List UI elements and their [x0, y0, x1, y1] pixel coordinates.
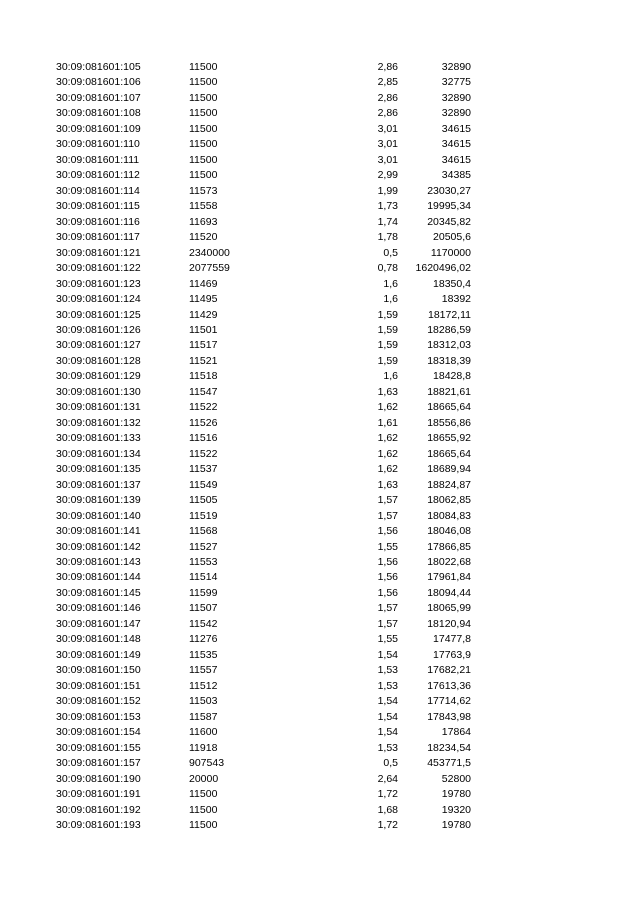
- cadastral-number-cell: 30:09:081601:140: [56, 509, 141, 522]
- area-cell: 20000: [189, 772, 219, 785]
- area-cell: 11500: [189, 107, 218, 120]
- area-cell: 11526: [189, 416, 218, 429]
- rate-cell: 1,63: [377, 478, 398, 491]
- value-cell: 19780: [441, 788, 471, 801]
- table-row: [0, 787, 640, 802]
- area-cell: 11535: [189, 648, 218, 661]
- cadastral-number-cell: 30:09:081601:190: [56, 772, 141, 785]
- table-row: [0, 462, 640, 477]
- cadastral-number-cell: 30:09:081601:152: [56, 695, 141, 708]
- area-cell: 11469: [189, 277, 218, 290]
- table-row: [0, 215, 640, 230]
- table-row: [0, 663, 640, 678]
- area-cell: 11600: [189, 726, 218, 739]
- value-cell: 18172,11: [427, 308, 471, 321]
- value-cell: 32775: [441, 76, 471, 89]
- area-cell: 11500: [189, 169, 218, 182]
- rate-cell: 1,72: [377, 818, 398, 831]
- cadastral-number-cell: 30:09:081601:144: [56, 571, 141, 584]
- area-cell: 11507: [189, 602, 218, 615]
- table-row: [0, 153, 640, 168]
- area-cell: 11500: [189, 788, 218, 801]
- rate-cell: 2,86: [377, 91, 398, 104]
- rate-cell: 1,54: [377, 710, 398, 723]
- cadastral-number-cell: 30:09:081601:134: [56, 447, 141, 460]
- cadastral-number-cell: 30:09:081601:121: [56, 246, 141, 259]
- cadastral-number-cell: 30:09:081601:127: [56, 339, 141, 352]
- area-cell: 11500: [189, 76, 218, 89]
- rate-cell: 0,5: [383, 246, 398, 259]
- cadastral-number-cell: 30:09:081601:110: [56, 138, 140, 151]
- table-row: [0, 246, 640, 261]
- rate-cell: 1,53: [377, 679, 398, 692]
- value-cell: 17682,21: [427, 664, 471, 677]
- value-cell: 18392: [441, 293, 471, 306]
- value-cell: 18065,99: [427, 602, 471, 615]
- table-row: [0, 725, 640, 740]
- rate-cell: 1,78: [377, 231, 398, 244]
- table-row: [0, 524, 640, 539]
- cadastral-number-cell: 30:09:081601:133: [56, 432, 141, 445]
- area-cell: 11514: [189, 571, 218, 584]
- rate-cell: 1,56: [377, 586, 398, 599]
- table-row: [0, 648, 640, 663]
- cadastral-number-cell: 30:09:081601:142: [56, 540, 141, 553]
- rate-cell: 1,62: [377, 447, 398, 460]
- area-cell: 11512: [189, 679, 218, 692]
- value-cell: 18120,94: [427, 617, 471, 630]
- rate-cell: 1,6: [383, 277, 398, 290]
- rate-cell: 1,55: [377, 633, 398, 646]
- table-row: [0, 137, 640, 152]
- table-row: [0, 230, 640, 245]
- area-cell: 11500: [189, 803, 218, 816]
- data-table: [0, 60, 640, 833]
- table-row: [0, 199, 640, 214]
- value-cell: 34615: [441, 138, 471, 151]
- area-cell: 11521: [189, 354, 218, 367]
- area-cell: 11693: [189, 215, 218, 228]
- cadastral-number-cell: 30:09:081601:145: [56, 586, 141, 599]
- area-cell: 11519: [189, 509, 218, 522]
- rate-cell: 1,59: [377, 354, 398, 367]
- table-row: [0, 122, 640, 137]
- rate-cell: 2,86: [377, 61, 398, 73]
- rate-cell: 1,56: [377, 571, 398, 584]
- rate-cell: 3,01: [377, 138, 398, 151]
- rate-cell: 1,73: [377, 200, 398, 213]
- area-cell: 11500: [189, 153, 218, 166]
- cadastral-number-cell: 30:09:081601:154: [56, 726, 141, 739]
- cadastral-number-cell: 30:09:081601:141: [56, 525, 141, 538]
- table-row: [0, 168, 640, 183]
- value-cell: 1170000: [430, 246, 471, 259]
- table-row: [0, 818, 640, 833]
- table-row: [0, 323, 640, 338]
- cadastral-number-cell: 30:09:081601:109: [56, 122, 141, 135]
- table-row: [0, 570, 640, 585]
- value-cell: 19995,34: [427, 200, 471, 213]
- cadastral-number-cell: 30:09:081601:130: [56, 385, 141, 398]
- area-cell: 11276: [189, 633, 218, 646]
- cadastral-number-cell: 30:09:081601:193: [56, 818, 141, 831]
- rate-cell: 1,57: [377, 617, 398, 630]
- cadastral-number-cell: 30:09:081601:117: [56, 231, 140, 244]
- rate-cell: 1,59: [377, 323, 398, 336]
- rate-cell: 1,62: [377, 401, 398, 414]
- cadastral-number-cell: 30:09:081601:151: [56, 679, 141, 692]
- table-row: [0, 710, 640, 725]
- cadastral-number-cell: 30:09:081601:108: [56, 107, 141, 120]
- area-cell: 11558: [189, 200, 218, 213]
- value-cell: 18046,08: [427, 525, 471, 538]
- value-cell: 1620496,02: [415, 262, 471, 275]
- table-row: [0, 385, 640, 400]
- cadastral-number-cell: 30:09:081601:123: [56, 277, 141, 290]
- rate-cell: 1,56: [377, 556, 398, 568]
- table-row: [0, 184, 640, 199]
- cadastral-number-cell: 30:09:081601:132: [56, 416, 141, 429]
- area-cell: 2077559: [189, 262, 230, 275]
- value-cell: 17613,36: [427, 679, 471, 692]
- cadastral-number-cell: 30:09:081601:115: [56, 200, 140, 213]
- rate-cell: 1,53: [377, 741, 398, 754]
- cadastral-number-cell: 30:09:081601:131: [56, 401, 141, 414]
- table-row: [0, 338, 640, 353]
- area-cell: 11587: [189, 710, 218, 723]
- rate-cell: 3,01: [377, 153, 398, 166]
- cadastral-number-cell: 30:09:081601:124: [56, 293, 141, 306]
- cadastral-number-cell: 30:09:081601:111: [56, 153, 140, 166]
- rate-cell: 0,5: [383, 757, 398, 770]
- area-cell: 11518: [189, 370, 218, 383]
- value-cell: 17866,85: [427, 540, 471, 553]
- cadastral-number-cell: 30:09:081601:125: [56, 308, 141, 321]
- cadastral-number-cell: 30:09:081601:137: [56, 478, 141, 491]
- area-cell: 11500: [189, 61, 218, 73]
- rate-cell: 1,57: [377, 494, 398, 507]
- table-row: [0, 91, 640, 106]
- area-cell: 907543: [189, 757, 225, 770]
- area-cell: 11573: [189, 184, 218, 197]
- table-row: [0, 416, 640, 431]
- table-row: [0, 632, 640, 647]
- table-row: [0, 292, 640, 307]
- value-cell: 18556,86: [427, 416, 471, 429]
- rate-cell: 1,62: [377, 463, 398, 476]
- cadastral-number-cell: 30:09:081601:148: [56, 633, 141, 646]
- rate-cell: 1,54: [377, 648, 398, 661]
- table-row: [0, 75, 640, 90]
- table-row: [0, 277, 640, 292]
- table-row: [0, 772, 640, 787]
- value-cell: 34615: [441, 153, 471, 166]
- rate-cell: 1,57: [377, 509, 398, 522]
- area-cell: 11500: [189, 818, 218, 831]
- rate-cell: 2,99: [377, 169, 398, 182]
- rate-cell: 1,99: [377, 184, 398, 197]
- rate-cell: 1,53: [377, 664, 398, 677]
- area-cell: 11599: [189, 586, 218, 599]
- value-cell: 17763,9: [433, 648, 471, 661]
- table-row: [0, 803, 640, 818]
- value-cell: 18286,59: [427, 323, 471, 336]
- cadastral-number-cell: 30:09:081601:191: [56, 788, 141, 801]
- area-cell: 11918: [189, 741, 218, 754]
- rate-cell: 1,59: [377, 339, 398, 352]
- area-cell: 11500: [189, 122, 218, 135]
- value-cell: 17961,84: [427, 571, 471, 584]
- table-row: [0, 679, 640, 694]
- rate-cell: 1,74: [377, 215, 398, 228]
- table-row: [0, 431, 640, 446]
- value-cell: 18350,4: [433, 277, 471, 290]
- value-cell: 17843,98: [427, 710, 471, 723]
- value-cell: 18094,44: [427, 586, 471, 599]
- value-cell: 18312,03: [427, 339, 471, 352]
- table-row: [0, 369, 640, 384]
- table-row: [0, 478, 640, 493]
- table-row: [0, 617, 640, 632]
- value-cell: 18821,61: [427, 385, 471, 398]
- value-cell: 18318,39: [427, 354, 471, 367]
- area-cell: 11542: [189, 617, 218, 630]
- value-cell: 18824,87: [427, 478, 471, 491]
- rate-cell: 1,54: [377, 695, 398, 708]
- area-cell: 11495: [189, 293, 218, 306]
- value-cell: 20345,82: [427, 215, 471, 228]
- rate-cell: 0,78: [377, 262, 398, 275]
- rate-cell: 1,6: [383, 370, 398, 383]
- value-cell: 18665,64: [427, 447, 471, 460]
- rate-cell: 1,6: [383, 293, 398, 306]
- area-cell: 11520: [189, 231, 218, 244]
- table-row: [0, 60, 640, 75]
- cadastral-number-cell: 30:09:081601:122: [56, 262, 141, 275]
- value-cell: 23030,27: [427, 184, 471, 197]
- area-cell: 11500: [189, 91, 218, 104]
- rate-cell: 1,55: [377, 540, 398, 553]
- table-row: [0, 509, 640, 524]
- table-row: [0, 493, 640, 508]
- cadastral-number-cell: 30:09:081601:106: [56, 76, 141, 89]
- value-cell: 32890: [441, 107, 471, 120]
- value-cell: 18062,85: [427, 494, 471, 507]
- rate-cell: 1,72: [377, 788, 398, 801]
- area-cell: 11517: [189, 339, 218, 352]
- area-cell: 11549: [189, 478, 218, 491]
- value-cell: 34385: [441, 169, 471, 182]
- table-row: [0, 308, 640, 323]
- area-cell: 11429: [189, 308, 218, 321]
- area-cell: 11568: [189, 525, 218, 538]
- cadastral-number-cell: 30:09:081601:114: [56, 184, 140, 197]
- rate-cell: 1,59: [377, 308, 398, 321]
- value-cell: 18234,54: [427, 741, 471, 754]
- rate-cell: 1,56: [377, 525, 398, 538]
- area-cell: 11501: [189, 323, 218, 336]
- table-row: [0, 741, 640, 756]
- rate-cell: 1,54: [377, 726, 398, 739]
- cadastral-number-cell: 30:09:081601:155: [56, 741, 141, 754]
- value-cell: 18428,8: [433, 370, 471, 383]
- cadastral-number-cell: 30:09:081601:107: [56, 91, 141, 104]
- area-cell: 11557: [189, 664, 218, 677]
- table-row: [0, 540, 640, 555]
- cadastral-number-cell: 30:09:081601:149: [56, 648, 141, 661]
- value-cell: 18084,83: [427, 509, 471, 522]
- table-row: [0, 586, 640, 601]
- table-row: [0, 694, 640, 709]
- cadastral-number-cell: 30:09:081601:146: [56, 602, 141, 615]
- area-cell: 2340000: [189, 246, 230, 259]
- cadastral-number-cell: 30:09:081601:150: [56, 664, 141, 677]
- rate-cell: 1,57: [377, 602, 398, 615]
- area-cell: 11522: [189, 401, 218, 414]
- area-cell: 11553: [189, 556, 218, 568]
- value-cell: 32890: [441, 91, 471, 104]
- area-cell: 11503: [189, 695, 218, 708]
- table-row: [0, 261, 640, 276]
- value-cell: 17477,8: [433, 633, 471, 646]
- value-cell: 34615: [441, 122, 471, 135]
- cadastral-number-cell: 30:09:081601:135: [56, 463, 141, 476]
- area-cell: 11500: [189, 138, 218, 151]
- cadastral-number-cell: 30:09:081601:192: [56, 803, 141, 816]
- cadastral-number-cell: 30:09:081601:143: [56, 556, 141, 568]
- area-cell: 11516: [189, 432, 218, 445]
- cadastral-number-cell: 30:09:081601:126: [56, 323, 141, 336]
- value-cell: 52800: [441, 772, 471, 785]
- value-cell: 32890: [441, 61, 471, 73]
- value-cell: 18689,94: [427, 463, 471, 476]
- table-row: [0, 555, 640, 570]
- rate-cell: 2,85: [377, 76, 398, 89]
- table-row: [0, 447, 640, 462]
- value-cell: 19320: [441, 803, 471, 816]
- cadastral-number-cell: 30:09:081601:129: [56, 370, 141, 383]
- cadastral-number-cell: 30:09:081601:128: [56, 354, 141, 367]
- cadastral-number-cell: 30:09:081601:147: [56, 617, 141, 630]
- cadastral-number-cell: 30:09:081601:116: [56, 215, 140, 228]
- area-cell: 11537: [189, 463, 218, 476]
- value-cell: 453771,5: [427, 757, 471, 770]
- rate-cell: 1,61: [377, 416, 398, 429]
- value-cell: 19780: [441, 818, 471, 831]
- area-cell: 11522: [189, 447, 218, 460]
- cadastral-number-cell: 30:09:081601:105: [56, 61, 141, 73]
- cadastral-number-cell: 30:09:081601:139: [56, 494, 141, 507]
- value-cell: 18655,92: [427, 432, 471, 445]
- rate-cell: 1,62: [377, 432, 398, 445]
- area-cell: 11505: [189, 494, 218, 507]
- value-cell: 20505,6: [433, 231, 471, 244]
- area-cell: 11547: [189, 385, 218, 398]
- rate-cell: 3,01: [377, 122, 398, 135]
- table-row: [0, 354, 640, 369]
- cadastral-number-cell: 30:09:081601:153: [56, 710, 141, 723]
- value-cell: 18665,64: [427, 401, 471, 414]
- value-cell: 18022,68: [427, 556, 471, 568]
- value-cell: 17714,62: [427, 695, 471, 708]
- value-cell: 17864: [441, 726, 471, 739]
- rate-cell: 1,63: [377, 385, 398, 398]
- rate-cell: 2,86: [377, 107, 398, 120]
- area-cell: 11527: [189, 540, 218, 553]
- table-row: [0, 601, 640, 616]
- table-row: [0, 756, 640, 771]
- rate-cell: 1,68: [377, 803, 398, 816]
- table-row: [0, 106, 640, 121]
- cadastral-number-cell: 30:09:081601:112: [56, 169, 140, 182]
- rate-cell: 2,64: [377, 772, 398, 785]
- cadastral-number-cell: 30:09:081601:157: [56, 757, 141, 770]
- table-row: [0, 400, 640, 415]
